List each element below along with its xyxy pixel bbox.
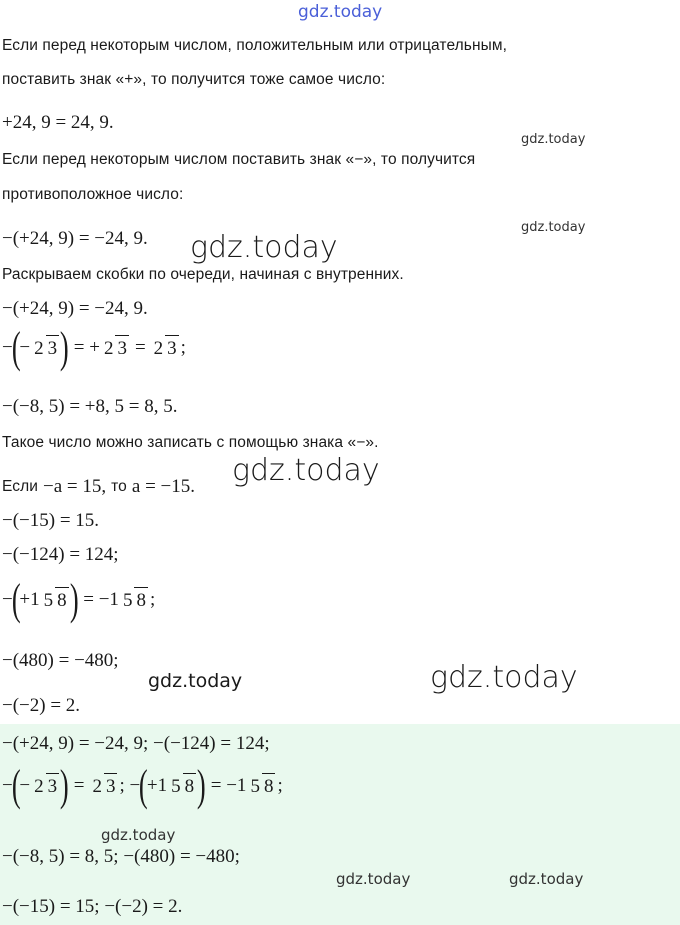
text-line: поставить знак «+», то получится тоже самое число: — [2, 71, 386, 88]
text-line: противоположное число: — [2, 186, 184, 203]
watermark: gdz.today — [101, 826, 176, 844]
equation-condition: Если −a = 15, то a = −15. — [2, 476, 196, 497]
equation: −(+24, 9) = −24, 9. — [2, 228, 148, 249]
equation: −(−2) = 2. — [2, 695, 81, 716]
watermark: gdz.today — [521, 220, 586, 235]
equation-fraction: − ( +1 5 8 ) = −1 5 8 ; — [2, 575, 156, 624]
text-line: Раскрываем скобки по очереди, начиная с внутренних. — [2, 266, 404, 283]
fraction: 5 8 — [248, 773, 275, 799]
equation: −(−15) = 15. — [2, 510, 100, 531]
text-line: Такое число можно записать с помощью знака «−». — [2, 434, 379, 451]
fraction: 5 8 — [42, 587, 69, 613]
fraction: 5 8 — [121, 587, 148, 613]
equation: −(480) = −480; — [2, 650, 119, 671]
minus-sign: − — [2, 337, 13, 358]
watermark: gdz.today — [521, 132, 586, 147]
answer-line: −(−8, 5) = 8, 5; −(480) = −480; — [2, 846, 240, 867]
fraction: 2 3 — [102, 335, 129, 361]
watermark: gdz.today — [430, 660, 578, 695]
text-line: Если перед некоторым числом, положительным или отрицательным, — [2, 37, 508, 54]
minus-sign: − — [19, 337, 31, 358]
answer-line-fractions: − ( − 2 3 ) = 2 3 ; − ( +1 5 8 ) = −1 5 8 ; — [2, 761, 283, 810]
watermark: gdz.today — [336, 870, 411, 888]
fraction: 5 8 — [169, 773, 196, 799]
watermark: gdz.today — [190, 230, 338, 265]
equation: −(−124) = 124; — [2, 544, 119, 565]
equation: −(−8, 5) = +8, 5 = 8, 5. — [2, 396, 178, 417]
watermark: gdz.today — [509, 870, 584, 888]
semicolon: ; — [180, 337, 186, 358]
watermark: gdz.today — [232, 453, 380, 488]
fraction: 2 3 — [32, 773, 59, 799]
operator: = + — [73, 337, 100, 358]
operator: = — [134, 337, 146, 358]
fraction: 2 3 — [152, 335, 179, 361]
answer-line: −(−15) = 15; −(−2) = 2. — [2, 896, 183, 917]
answer-line: −(+24, 9) = −24, 9; −(−124) = 124; — [2, 733, 270, 754]
watermark-top: gdz.today — [298, 2, 383, 22]
equation-fraction: − ( − 2 3 ) = + 2 3 = 2 3 ; — [2, 323, 186, 372]
equation: −(+24, 9) = −24, 9. — [2, 298, 148, 319]
fraction: 2 3 — [90, 773, 117, 799]
equation: +24, 9 = 24, 9. — [2, 112, 114, 133]
text-line: Если перед некоторым числом поставить знак «−», то получится — [2, 151, 476, 168]
fraction: 2 3 — [32, 335, 59, 361]
watermark: gdz.today — [148, 670, 243, 692]
